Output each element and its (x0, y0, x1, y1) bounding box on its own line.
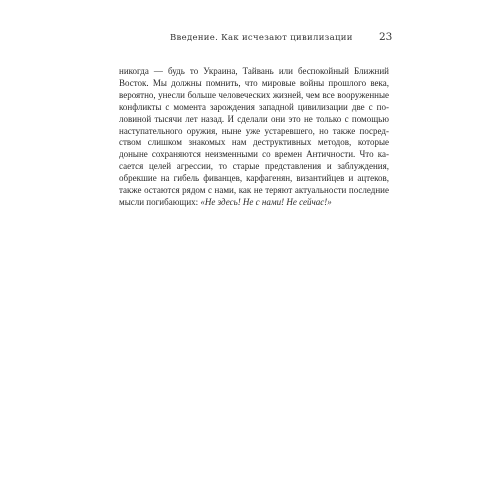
italic-quote: «Не здесь! Не с нами! Не сейчас!» (200, 196, 332, 207)
text-line: вероятно, унесли больше человеческих жизней, чем все вооруженные (119, 89, 389, 100)
text-line: Восток. Мы должны помнить, что мировые войны прошлого века, (119, 77, 389, 88)
running-title: Введение. Как исчезают цивилизации (170, 33, 353, 43)
text-line: также остаются рядом с нами, как не теряют актуальности последние (119, 185, 389, 196)
text-line: никогда — будь то Украина, Тайвань или беспокойный Ближний (119, 66, 389, 76)
body-paragraph (119, 66, 389, 209)
text-line: сается целей агрессии, то старые представления и заблуждения, (119, 161, 389, 172)
last-line-text: мысли погибающих: (119, 196, 201, 207)
text-line: ством слишком знакомых нам деструктивных методов, которые (119, 137, 389, 148)
text-line: ловиной тысячи лет назад. И сделали они это не только с помощью (119, 113, 389, 124)
text-line: наступательного оружия, ныне уже устаревшего, но также посред- (119, 125, 389, 136)
text-line: конфликты с момента зарождения западной цивилизации две с по- (119, 101, 389, 112)
text-line: обрекшие на гибель фиванцев, карфагенян, византийцев и ацтеков, (119, 173, 389, 184)
page-number: 23 (379, 31, 393, 43)
text-line-last (119, 197, 389, 209)
text-line: доныне сохраняются неизменными со времен Античности. Что ка- (119, 149, 389, 160)
